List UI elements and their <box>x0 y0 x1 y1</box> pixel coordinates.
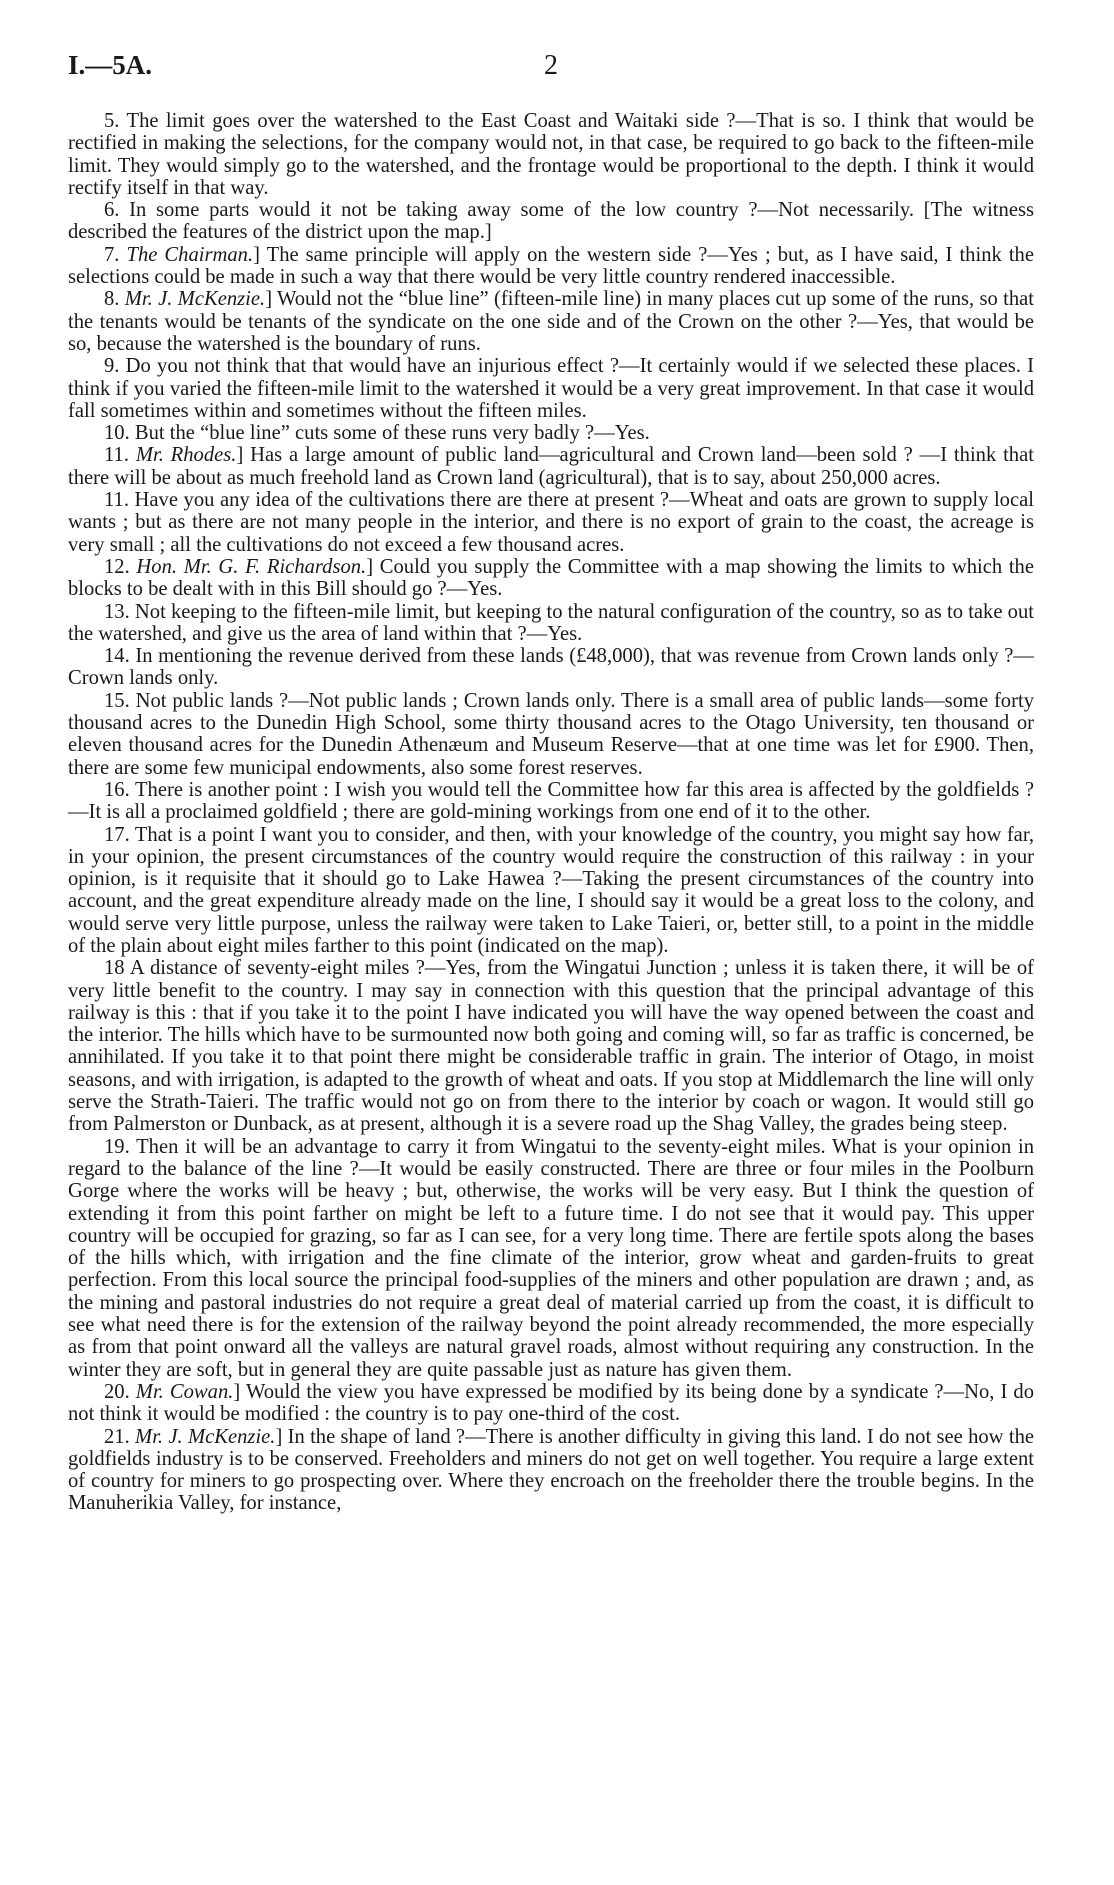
paragraph <box>68 690 1034 779</box>
paragraph-text: 11. Have you any idea of the cultivations there are there at present ?—Wheat and oats are grown to supply local wants ; but as there are not many people in the interior, and there is no export of grain to the coast, the acreage is very small ; all the cultivations do not exceed a few thousand acres. <box>68 489 1034 556</box>
question-number: 12. <box>104 555 137 578</box>
paragraph <box>68 489 1034 556</box>
paragraph-text: ] The same principle will apply on the western side ?—Yes ; but, as I have said, I think the selections could be made in such a way that there would be very little country rendered inaccessible. <box>68 243 1034 289</box>
paragraph-text: 9. Do you not think that that would have an injurious effect ?—It certainly would if we selected these places. I think if you varied the fifteen-mile limit to the watershed it would be a very great improvement. In that case it would fall sometimes within and sometimes without the fifteen miles. <box>68 355 1034 422</box>
question-number: 8. <box>104 288 125 311</box>
paragraph <box>68 355 1034 422</box>
paragraph <box>68 824 1034 958</box>
paragraph-text: 14. In mentioning the revenue derived from these lands (£48,000), that was revenue from Crown lands only ?—Crown lands only. <box>68 645 1034 690</box>
paragraph-text: 19. Then it will be an advantage to carry it from Wingatui to the seventy-eight miles. What is your opinion in regard to the balance of the line ?—It would be easily constructed. There are three or four miles in the Poolburn Gorge where the works will be heavy ; but, otherwise, the works will be very easy. But I think the question of extending it from this point farther on might be left to a future time. I do not see that it would pay. This upper country will be occupied for grazing, so far as I can see, for a very long time. There are fertile spots along the bases of the hills which, with irrigation and the fine climate of the interior, grow wheat and garden-fruits to great perfection. From this local source the principal food-supplies of the miners and other population are drawn ; and, as the mining and pastoral industries do not require a great deal of material carried up from the coast, it is difficult to see what need there is for the extension of the railway beyond the point already recommended, the more especially as from that point onward all the valleys are natural gravel roads, almost without requiring any construction. In the winter they are soft, but in general they are quite passable just as nature has given them. <box>68 1135 1034 1381</box>
paragraph-text: 17. That is a point I want you to consider, and then, with your knowledge of the country, you might say how far, in your opinion, the present circumstances of the country would require the construction of this railway : in your opinion, is it requisite that it should go to Lake Hawea ?—Taking the present circumstances of the country into account, and the great expenditure already made on the line, I should say it would be a great loss to the colony, and would serve very little purpose, unless the railway were taken to Lake Taieri, or, better still, to a point in the middle of the plain about eight miles farther to this point (indicated on the map). <box>68 823 1034 957</box>
page-number: 2 <box>544 50 558 81</box>
paragraph <box>68 957 1034 1135</box>
paragraph-text: ] Would the view you have expressed be modified by its being done by a syndicate ?—No, I do not think it would be modified : the country is to pay one-third of the cost. <box>68 1380 1035 1426</box>
paragraph-text: 16. There is another point : I wish you would tell the Committee how far this area is affected by the goldfields ?—It is all a proclaimed goldfield ; there are gold-mining workings from one end of it to the other. <box>68 778 1034 824</box>
paragraph <box>68 199 1034 244</box>
speaker-name: Mr. Rhodes. <box>135 444 237 467</box>
paragraph <box>68 1426 1034 1515</box>
paragraph <box>68 444 1034 489</box>
paragraph <box>68 1136 1034 1381</box>
minutes-body <box>68 110 1034 1515</box>
paragraph-text: ] Would not the “blue line” (fifteen-mile line) in many places cut up some of the runs, so that the tenants would be tenants of the syndicate on the one side and of the Crown on the other ?—Yes, that would be so, because the watershed is the boundary of runs. <box>68 288 1034 355</box>
paragraph-text: 15. Not public lands ?—Not public lands ; Crown lands only. There is a small area of public lands—some forty thousand acres to the Dunedin High School, some thirty thousand acres to the Otago University, ten thousand or eleven thousand acres for the Dunedin Athenæum and Museum Reserve—that at one time was let for £900. Then, there are some few municipal endowments, also some forest reserves. <box>68 689 1034 779</box>
paragraph-text: ] Has a large amount of public land—agricultural and Crown land—been sold ? —I think that there will be about as much freehold land as Crown land (agricultural), that is to say, about 250,000 acres. <box>68 444 1034 489</box>
speaker-name: Hon. Mr. G. F. Richardson. <box>136 555 367 578</box>
paragraph <box>68 422 1034 444</box>
paragraph <box>68 779 1034 824</box>
speaker-name: The Chairman. <box>126 243 254 266</box>
question-number: 7. <box>104 243 127 266</box>
paragraph-text: ] In the shape of land ?—There is another difficulty in giving this land. I do not see how the goldfields industry is to be conserved. Freeholders and miners do not get on well together. You require a large extent of country for miners to go prospecting over. Where they encroach on the freeholder there the trouble begins. In the Manuherikia Valley, for instance, <box>68 1425 1034 1515</box>
paragraph <box>68 1381 1034 1426</box>
speaker-name: Mr. J. McKenzie. <box>135 1425 276 1448</box>
speaker-name: Mr. Cowan. <box>135 1380 234 1403</box>
paragraph-text: 13. Not keeping to the fifteen-mile limit, but keeping to the natural configuration of the country, so as to take out the watershed, and give us the area of land within that ?—Yes. <box>68 600 1034 645</box>
paragraph <box>68 645 1034 690</box>
paragraph-text: 5. The limit goes over the watershed to the East Coast and Waitaki side ?—That is so. I think that would be rectified in making the selections, for the company would not, in that case, be required to go back to the fifteen-mile limit. They would simply go to the watershed, and the frontage would be proportional to the depth. I think it would rectify itself in that way. <box>68 110 1034 199</box>
paragraph <box>68 288 1034 355</box>
paragraph-text: 6. In some parts would it not be taking away some of the low country ?—Not necessarily. [The witness described the features of the district upon the map.] <box>68 199 1034 244</box>
paragraph-text: 10. But the “blue line” cuts some of these runs very badly ?—Yes. <box>104 422 650 445</box>
document-reference: I.—5A. <box>68 50 153 80</box>
paragraph <box>68 556 1034 601</box>
paragraph <box>68 244 1034 289</box>
paragraph-text: ] Could you supply the Committee with a map showing the limits to which the blocks to be dealt with in this Bill should go ?—Yes. <box>68 555 1034 601</box>
paragraph <box>68 601 1034 646</box>
speaker-name: Mr. J. McKenzie. <box>124 288 266 311</box>
paragraph-text: 18 A distance of seventy-eight miles ?—Yes, from the Wingatui Junction ; unless it is taken there, it will be of very little benefit to the country. I may say in connection with this question that the principal advantage of this railway is this : that if you take it to the point I have indicated you will have the way opened between the coast and the interior. The hills which have to be surmounted now both going and coming will, so far as traffic is concerned, be annihilated. If you take it to that point there might be considerable traffic in grain. The interior of Otago, in moist seasons, and with irrigation, is adapted to the growth of wheat and oats. If you stop at Middlemarch the line will only serve the Strath-Taieri. The traffic would not go on from there to the interior by coach or wagon. It would still go from Palmerston or Dunback, as at present, although it is a severe road up the Shag Valley, the grades being steep. <box>68 957 1034 1136</box>
paragraph <box>68 110 1034 199</box>
question-number: 21. <box>104 1425 136 1448</box>
page-header <box>68 46 1034 92</box>
question-number: 11. <box>104 444 136 467</box>
question-number: 20. <box>104 1380 136 1403</box>
